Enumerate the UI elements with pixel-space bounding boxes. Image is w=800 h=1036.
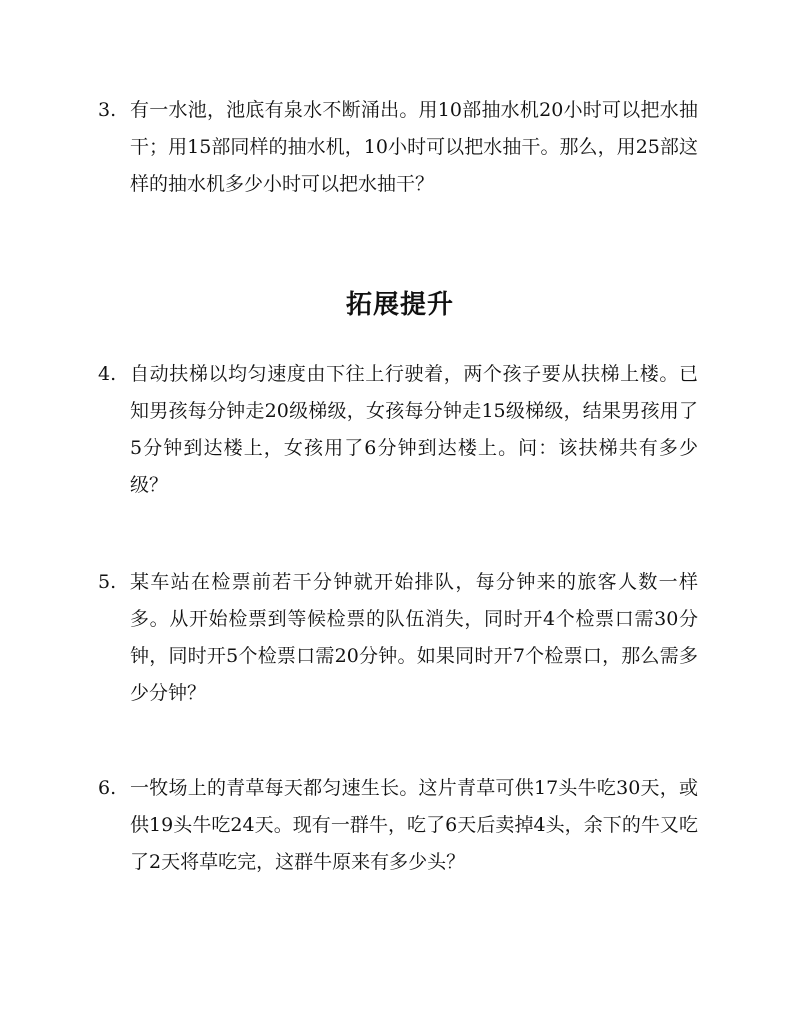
problem-number: 4.: [98, 363, 117, 385]
problem-text: 某车站在检票前若干分钟就开始排队，每分钟来的旅客人数一样多。从开始检票到等候检票的队伍消失，同时开4个检票口需30分钟，同时开5个检票口需20分钟。如果同时开7个检票口，那么需多少分钟？: [130, 571, 698, 704]
problem-text: 有一水池，池底有泉水不断涌出。用10部抽水机20小时可以把水抽干；用15部同样的抽水机，10小时可以把水抽干。那么，用25部这样的抽水机多少小时可以把水抽干？: [130, 99, 698, 195]
problem-3: [98, 92, 698, 203]
problem-number: 5.: [98, 571, 117, 593]
problem-5: [98, 564, 698, 712]
problem-text: 自动扶梯以均匀速度由下往上行驶着，两个孩子要从扶梯上楼。已知男孩每分钟走20级梯级，女孩每分钟走15级梯级，结果男孩用了5分钟到达楼上，女孩用了6分钟到达楼上。问：该扶梯共有多少级？: [130, 363, 698, 496]
problem-4: [98, 356, 698, 504]
problem-text: 一牧场上的青草每天都匀速生长。这片青草可供17头牛吃30天，或供19头牛吃24天。现有一群牛，吃了6天后卖掉4头，余下的牛又吃了2天将草吃完，这群牛原来有多少头？: [130, 777, 698, 873]
problem-number: 3.: [98, 99, 117, 121]
section-title: 拓展提升: [345, 290, 454, 320]
problem-6: [98, 770, 698, 881]
problem-number: 6.: [98, 777, 117, 799]
